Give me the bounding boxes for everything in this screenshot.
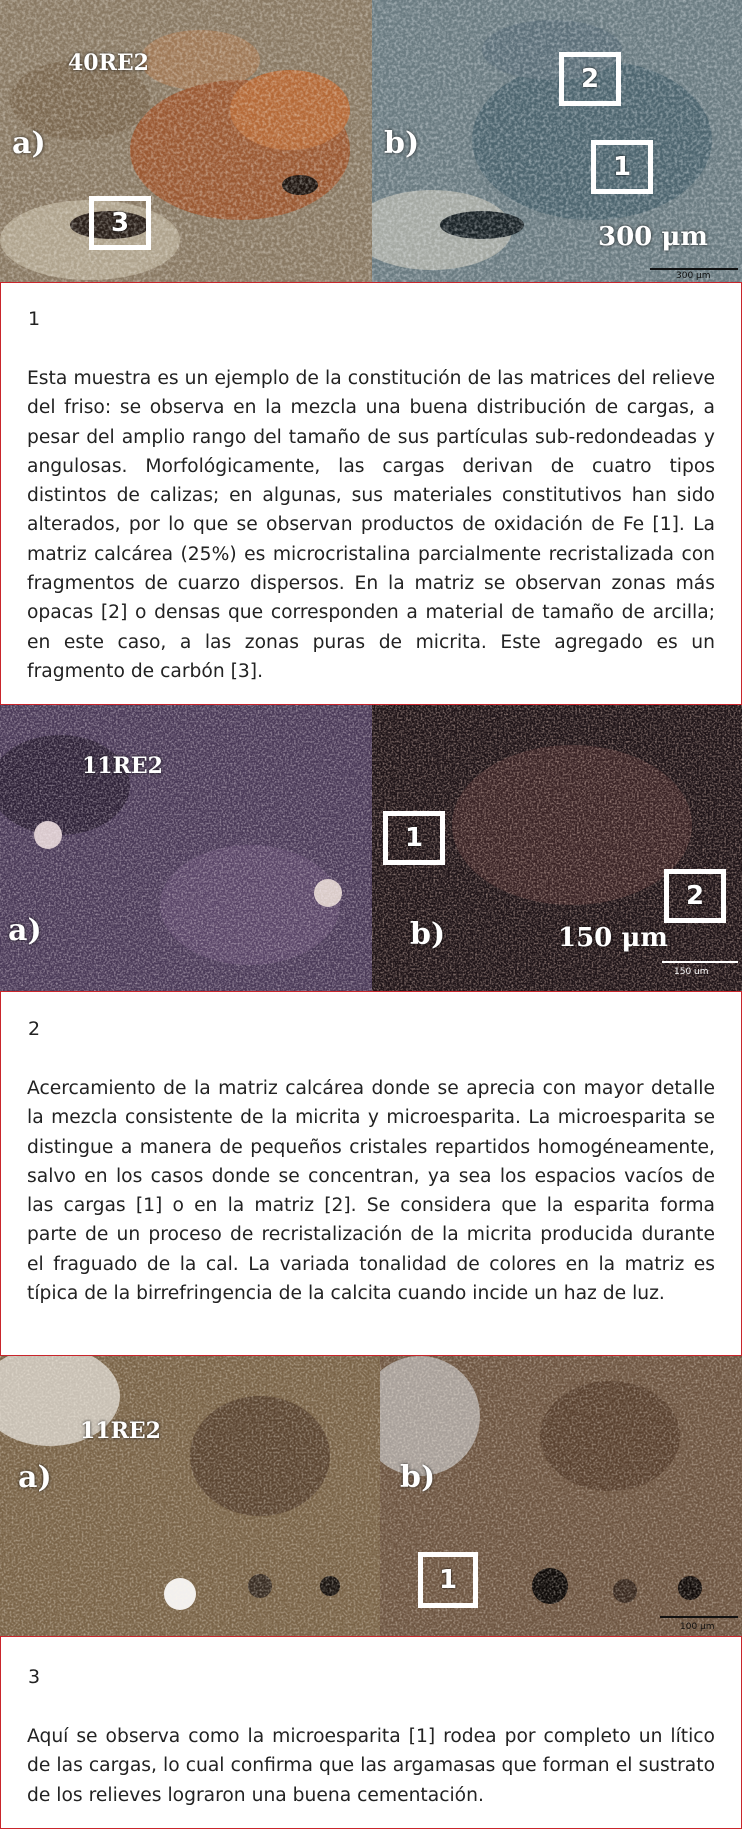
figure-1-marker-3: 3	[89, 196, 151, 250]
figure-1-images	[0, 0, 742, 282]
figure-3-scalebar-label: 100 μm	[680, 1622, 715, 1632]
figure-2-divider	[0, 991, 742, 992]
figure-3-number: 3	[28, 1666, 41, 1688]
figure-1-number: 1	[28, 308, 41, 330]
figure-3-panel-a-photomicrograph	[0, 1356, 380, 1636]
figure-3-caption: Aquí se observa como la microesparita [1] rodea por completo un lítico de las cargas, lo cual confirma que las argamasas que forman el sustrato de los relieves lograron una buena cementación.	[27, 1726, 715, 1806]
figure-2-caption: Acercamiento de la matriz calcárea donde se aprecia con mayor detalle la mezcla consistente de la micrita y microesparita. La microesparita se distingue a manera de pequeños cristales repartidos homogéneamente, salvo en los casos donde se concentran, ya sea los espacios vacíos de las cargas [1] o en la matriz [2]. Se considera que la esparita forma parte de un proceso de recristalización de la micrita producida durante el fraguado de la cal. La variada tonalidad de colores en la matriz es típica de la birrefringencia de la calcita cuando incide un haz de luz.	[27, 1078, 715, 1305]
figure-3-images	[0, 1356, 742, 1636]
figure-1-scale-text: 300 μm	[598, 222, 708, 252]
figure-2-marker-2: 2	[664, 869, 726, 923]
figure-3-divider	[0, 1636, 742, 1637]
figure-2-panel-a-label: a)	[8, 913, 42, 948]
figure-1-caption: Esta muestra es un ejemplo de la constitución de las matrices del relieve del friso: se observa en la mezcla una buena distribución de cargas, a pesar del amplio rango del tamaño de sus partículas sub-redondeadas y angulosas. Morfológicamente, las cargas derivan de cuatro tipos distintos de calizas; en algunas, sus materiales constitutivos han sido alterados, por lo que se observan productos de oxidación de Fe [1]. La matriz calcárea (25%) es microcristalina parcialmente recristalizada con fragmentos de cuarzo dispersos. En la matriz se observan zonas más opacas [2] o densas que corresponden a material de tamaño de arcilla; en este caso, a las zonas puras de micrita. Este agregado es un fragmento de carbón [3].	[27, 368, 715, 682]
figure-3-scalebar	[660, 1616, 738, 1618]
figure-2-panel-b-label: b)	[410, 917, 446, 952]
figure-3-sample-code: 11RE2	[80, 1418, 161, 1444]
figure-1-panel-a-photomicrograph	[0, 0, 372, 282]
figure-1-scalebar	[650, 268, 738, 270]
figure-1-marker-2: 2	[559, 52, 621, 106]
figure-3-marker-1: 1	[418, 1552, 478, 1608]
figure-3-panel-b-label: b)	[400, 1460, 436, 1495]
figure-1-sample-code: 40RE2	[68, 50, 149, 76]
figure-1-panel-b-label: b)	[384, 126, 420, 161]
figure-2-scalebar	[662, 961, 738, 963]
figure-1-divider	[0, 282, 742, 283]
figure-2-scalebar-label: 150 um	[674, 967, 709, 977]
figure-2-panel-a-photomicrograph	[0, 705, 372, 991]
figure-2-images	[0, 705, 742, 991]
figure-1-scalebar-label: 300 μm	[676, 271, 711, 281]
figure-2-number: 2	[28, 1018, 41, 1040]
figure-3-panel-a-label: a)	[18, 1460, 52, 1495]
figure-2-sample-code: 11RE2	[82, 753, 163, 779]
figure-2-marker-1: 1	[383, 811, 445, 865]
figure-1-panel-a-label: a)	[12, 126, 46, 161]
figure-2-scale-text: 150 μm	[558, 923, 668, 953]
figure-1-marker-1: 1	[591, 140, 653, 194]
